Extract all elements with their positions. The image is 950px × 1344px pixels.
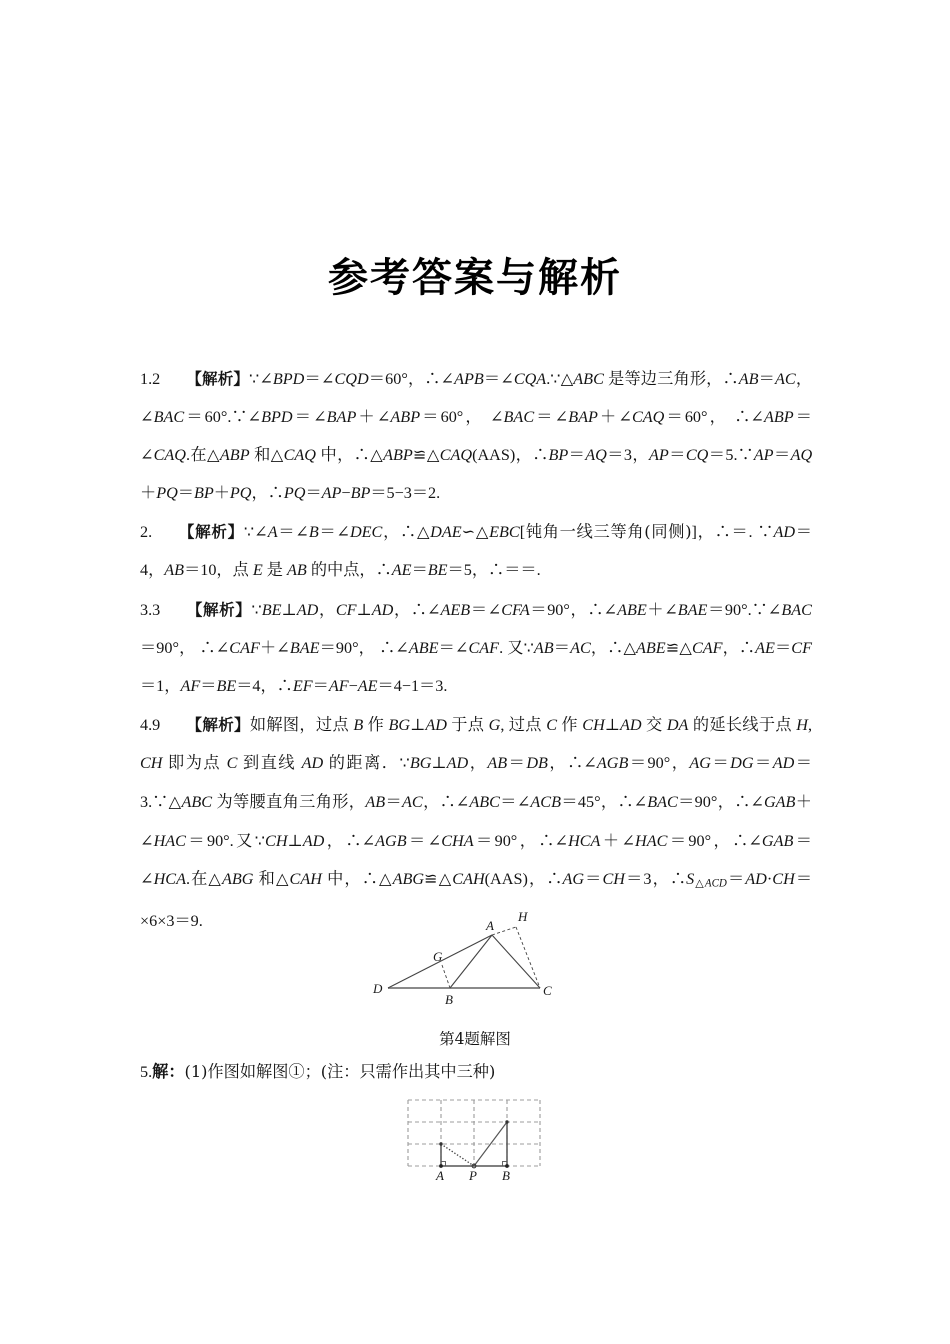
answer-number-4: 4. [140, 715, 153, 734]
page-title: 参考答案与解析 [328, 254, 622, 301]
figure-4-caption: 第4题解图 [439, 1030, 511, 1048]
figure-4-svg [370, 905, 580, 1010]
segment-Atop-P-dotted [441, 1144, 474, 1166]
answer-item-5 [140, 1057, 840, 1087]
analysis-label-4: 【解析】 [186, 714, 250, 734]
figure-4-label-A: A [486, 918, 494, 933]
answers-container [140, 360, 812, 941]
answer-result-1: 2 [152, 370, 161, 388]
figure-4-label-D: D [373, 981, 383, 996]
answer-body-5: (1)作图如解图①；(注：只需作出其中三种) [184, 1062, 496, 1081]
answer-number-5: 5. [140, 1063, 153, 1081]
segment-HC [516, 927, 540, 988]
point-dot-A-top [439, 1142, 442, 1145]
segment-AC [492, 935, 540, 988]
point-dot-B-top [505, 1120, 508, 1123]
figure-5 [0, 1092, 950, 1197]
grid-lines [408, 1100, 540, 1166]
figure-4 [0, 905, 950, 1015]
figure-4-label-G: G [433, 949, 443, 964]
answer-item-3 [140, 591, 812, 706]
figure-5-svg [400, 1092, 550, 1192]
analysis-label-1: 【解析】 [186, 369, 250, 388]
figure-4-label-B: B [445, 992, 453, 1007]
figure-4-label-C: C [543, 983, 552, 998]
solution-label-5: 解： [152, 1062, 185, 1081]
answer-number-3: 3. [140, 600, 153, 619]
segment-AB [450, 935, 492, 988]
answer-body-4: 如解图，过点 B 作 BG⊥AD 于点 G, 过点 C 作 CH⊥AD 交 DA 的延长线于点 H, CH 即为点 C 到直线 AD 的距离．∵BG⊥AD，AB＝DB，∴∠AGB＝90°，AG＝DG＝AD＝3.∵△ABC 为等腰直角三角形，AB＝AC，∴∠ABC＝∠ACB＝45°，∴∠BAC＝90°，∴∠GAB＋∠HAC＝90°.又∵CH⊥AD，∴∠AGB＝∠CHA＝90°，∴∠HCA＋∠HAC＝90°，∴∠GAB＝∠HCA.在△ABG 和△CAH 中，∴△ABG≌△CAH(AAS)，∴AG＝CH＝3，$\therefore S_{\triangle ACD}=AD\cdot CH=\times 6\times 3=9$. [140, 714, 813, 931]
figure-4-label-H: H [518, 909, 528, 924]
segment-GB [442, 965, 450, 988]
analysis-label-2: 【解析】 [178, 521, 244, 541]
figure-5-label-P: P [469, 1168, 477, 1183]
answer-number-1: 1. [140, 370, 153, 388]
answer-body-3: ∵BE⊥AD，CF⊥AD，∴∠AEB＝∠CFA＝90°，∴∠ABE＋∠BAE＝90°.∵∠BAC＝90°， ∴∠CAF＋∠BAE＝90°， ∴∠ABE＝∠CAF. 又∵AB＝AC，∴△ABE≌△CAF，∴AE＝CF＝1，AF＝BE＝4，∴EF＝AF−AE＝4−1＝3. [140, 600, 812, 695]
figure-5-label-B: B [502, 1168, 510, 1183]
figure-5-label-A: A [436, 1168, 444, 1183]
answer-number-2: 2. [140, 522, 153, 541]
answer-body-1: ∵∠BPD＝∠CQD＝60°，∴∠APB＝∠CQA.∵△ABC 是等边三角形，∴AB＝AC， ∠BAC＝60°.∵∠BPD＝∠BAP＋∠ABP＝60°， ∠BAC＝∠BAP＋∠CAQ＝60°， ∴∠ABP＝∠CAQ.在△ABP 和△CAQ 中，∴△ABP≌△CAQ(AAS)，∴BP＝AQ＝3，AP＝CQ＝5.∵AP＝AQ＋PQ＝BP＋PQ，∴PQ＝AP−BP＝5−3＝2. [140, 369, 813, 502]
segment-AH [492, 927, 516, 935]
answer-item-1 [140, 360, 812, 512]
answer-body-2: ∵∠A＝∠B＝∠DEC，∴△DAE∽△EBC[钝角一线三等角(同侧)]，∴＝. ∵AD＝4，AB＝10，点 E 是 AB 的中点，∴AE＝BE＝5，∴＝＝. [140, 521, 812, 580]
answer-result-4: 9 [152, 715, 161, 734]
answer-item-2 [140, 513, 812, 590]
answer-result-3: 3 [152, 600, 161, 619]
analysis-label-3: 【解析】 [186, 599, 252, 619]
